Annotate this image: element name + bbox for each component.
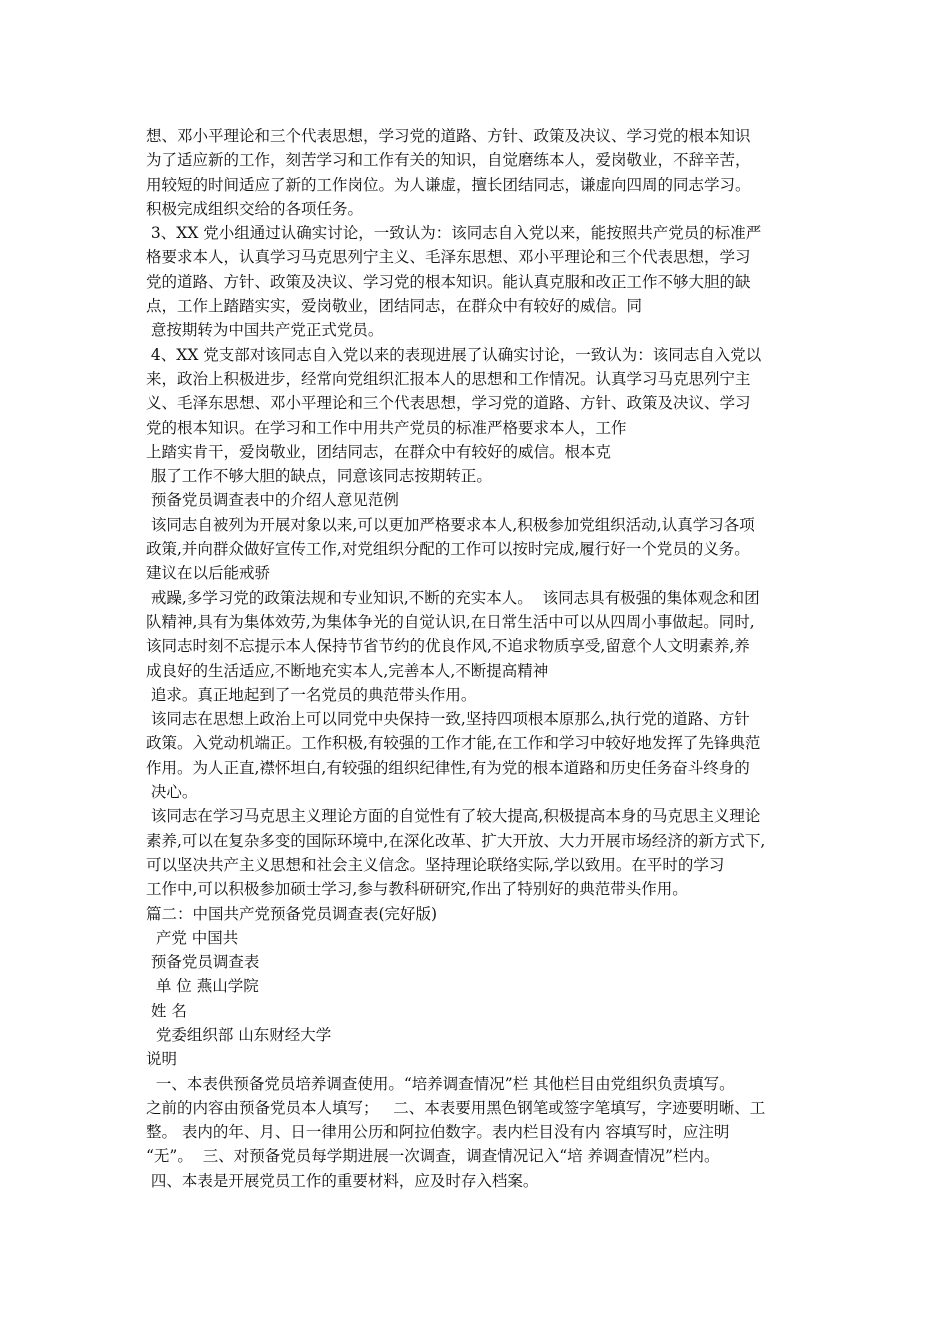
text-line: 作用。为人正直,襟怀坦白,有较强的组织纪律性,有为党的根本道路和历史任务奋斗终身的	[146, 758, 750, 777]
text-line: 积极完成组织交给的各项任务。	[146, 199, 364, 218]
text-line: 预备党员调查表中的介绍人意见范例	[146, 491, 399, 510]
text-line: “无”。 三、对预备党员每学期进展一次调查，调查情况记入“培 养调查情况”栏内。	[146, 1147, 720, 1166]
text-line: 党的根本知识。在学习和工作中用共产党员的标准严格要求本人，工作	[146, 418, 627, 437]
text-line: 党的道路、方针、政策及决议、学习党的根本知识。能认真克服和改正工作不够大胆的缺	[146, 272, 751, 291]
text-line: 该同志在思想上政治上可以同党中央保持一致,坚持四项根本原那么,执行党的道路、方针	[146, 710, 750, 729]
text-line: 该同志自被列为开展对象以来,可以更加严格要求本人,积极参加党组织活动,认真学习各项	[146, 515, 755, 534]
text-line: 说明	[146, 1050, 178, 1069]
document-body	[146, 124, 826, 1193]
text-line: 格要求本人，认真学习马克思列宁主义、毛泽东思想、邓小平理论和三个代表思想，学习	[146, 248, 751, 267]
text-line: 素养,可以在复杂多变的国际环境中,在深化改革、扩大开放、大力开展市场经济的新方式下,	[146, 831, 766, 850]
text-line: 预备党员调查表	[146, 953, 260, 972]
text-line: 想、邓小平理论和三个代表思想，学习党的道路、方针、政策及决议、学习党的根本知识	[146, 127, 751, 145]
text-line: 一、本表供预备党员培养调查使用。“培养调查情况”栏 其他栏目由党组织负责填写。	[146, 1074, 735, 1093]
text-line: 之前的内容由预备党员本人填写； 二、本表要用黑色钢笔或签字笔填写，字迹要明晰、工	[146, 1098, 766, 1117]
text-line: 姓 名	[146, 1001, 187, 1020]
text-line: 队精神,具有为集体效劳,为集体争光的自觉认识,在日常生活中可以从四周小事做起。同时,	[146, 612, 755, 631]
text-line: 建议在以后能戒骄	[146, 564, 271, 583]
text-line: 为了适应新的工作，刻苦学习和工作有关的知识，自觉磨练本人，爱岗敬业，不辞辛苦，	[146, 151, 751, 170]
text-line: 产党 中国共	[146, 928, 239, 947]
text-line: 戒躁,多学习党的政策法规和专业知识,不断的充实本人。 该同志具有极强的集体观念和团	[146, 588, 760, 607]
text-line: 四、本表是开展党员工作的重要材料，应及时存入档案。	[146, 1171, 539, 1190]
text-line: 用较短的时间适应了新的工作岗位。为人谦虚，擅长团结同志，谦虚向四周的同志学习。	[146, 175, 751, 194]
text-line: 来，政治上积极进步，经常向党组织汇报本人的思想和工作情况。认真学习马克思列宁主	[146, 369, 751, 388]
text-line: 该同志在学习马克思主义理论方面的自觉性有了较大提高,积极提高本身的马克思主义理论	[146, 807, 761, 826]
text-line: 4、XX 党支部对该同志自入党以来的表现进展了认确实讨论，一致认为：该同志自入党以	[146, 345, 762, 364]
text-line: 点，工作上踏踏实实，爱岗敬业，团结同志，在群众中有较好的威信。同	[146, 297, 643, 316]
text-line: 该同志时刻不忘提示本人保持节省节约的优良作风,不追求物质享受,留意个人文明素养,养	[146, 637, 750, 656]
text-line: 决心。	[146, 783, 198, 802]
text-line: 党委组织部 山东财经大学	[146, 1025, 332, 1044]
text-line: 可以坚决共产主义思想和社会主义信念。坚持理论联络实际,学以致用。在平时的学习	[146, 855, 725, 874]
text-line: 政策,并向群众做好宣传工作,对党组织分配的工作可以按时完成,履行好一个党员的义务。	[146, 540, 750, 559]
text-line: 服了工作不够大胆的缺点，同意该同志按期转正。	[146, 467, 492, 486]
text-line: 单 位 燕山学院	[146, 977, 259, 996]
text-line: 3、XX 党小组通过认确实讨论，一致认为：该同志自入党以来，能按照共产党员的标准严	[146, 224, 762, 243]
text-line: 篇二：中国共产党预备党员调查表(完好版)	[146, 904, 438, 923]
text-line: 义、毛泽东思想、邓小平理论和三个代表思想，学习党的道路、方针、政策及决议、学习	[146, 394, 751, 413]
text-line: 整。 表内的年、月、日一律用公历和阿拉伯数字。表内栏目没有内 容填写时，应注明	[146, 1123, 730, 1142]
text-line: 意按期转为中国共产党正式党员。	[146, 321, 384, 340]
text-line: 工作中,可以积极参加硕士学习,参与教科研研究,作出了特别好的典范带头作用。	[146, 880, 688, 899]
text-line: 追求。真正地起到了一名党员的典范带头作用。	[146, 685, 477, 704]
text-line: 政策。入党动机端正。工作积极,有较强的工作才能,在工作和学习中较好地发挥了先锋典范	[146, 734, 761, 753]
text-line: 上踏实肯干，爱岗敬业，团结同志，在群众中有较好的威信。根本克	[146, 442, 612, 461]
text-line: 成良好的生活适应,不断地充实本人,完善本人,不断提高精神	[146, 661, 549, 680]
